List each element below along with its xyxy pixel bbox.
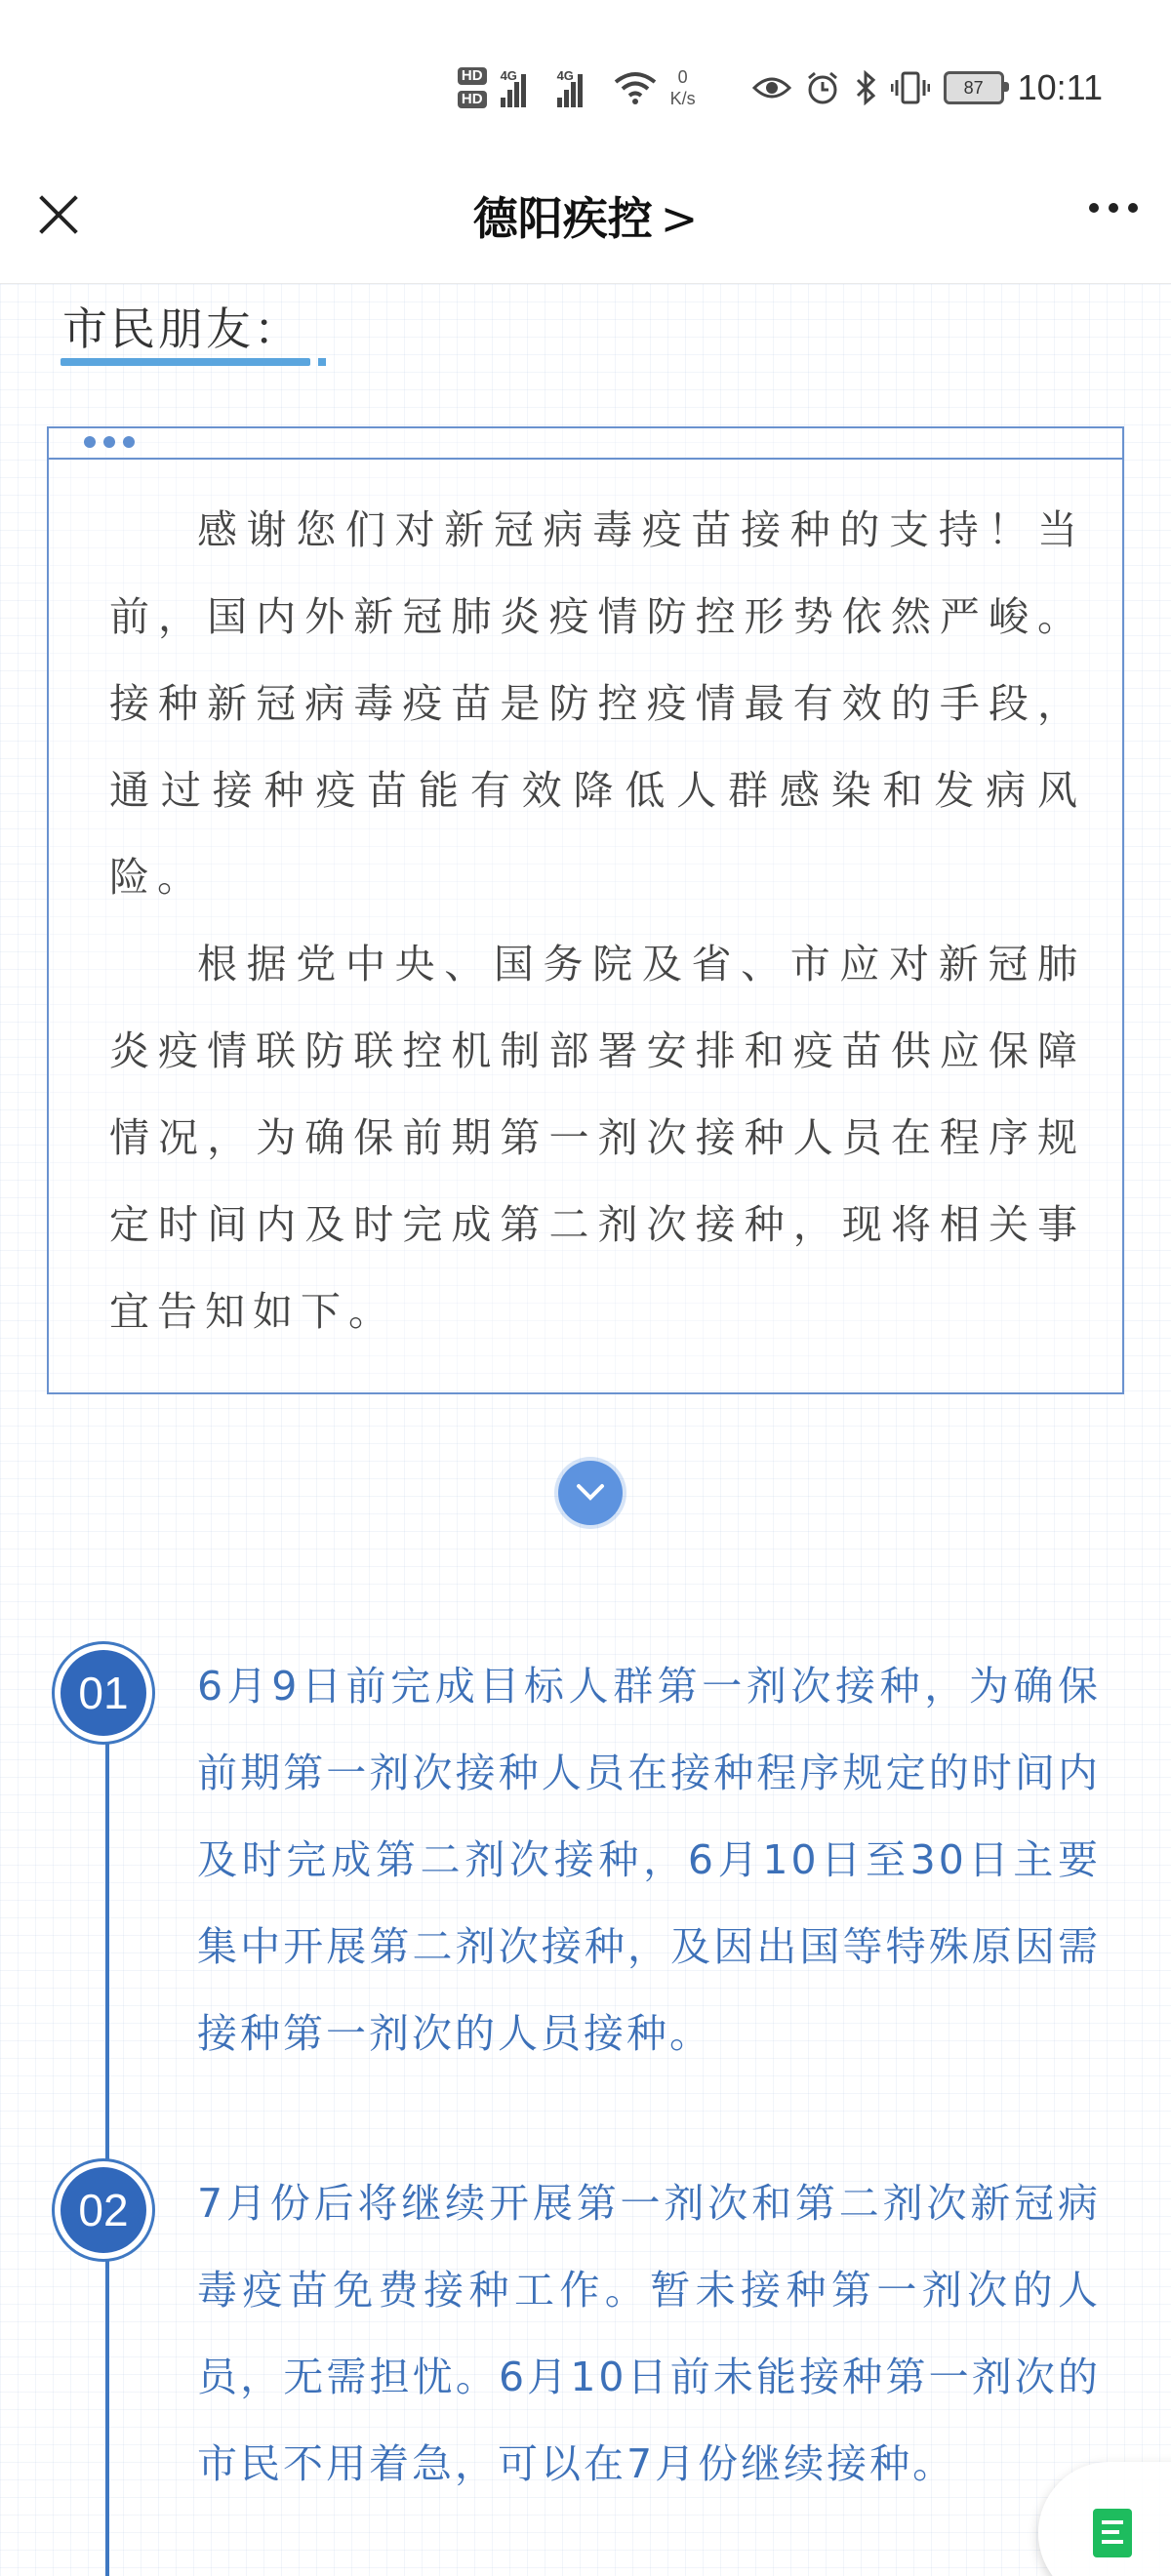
status-bar bbox=[0, 0, 1171, 166]
wifi-icon bbox=[614, 70, 657, 105]
hd2-badge: HD bbox=[458, 91, 487, 108]
window-dots-icon bbox=[84, 436, 135, 448]
chevron-down-icon bbox=[575, 1480, 606, 1504]
article-content[interactable] bbox=[0, 284, 1171, 2576]
account-title-link[interactable] bbox=[0, 183, 1171, 248]
eye-icon bbox=[752, 73, 791, 102]
net-speed-unit: K/s bbox=[669, 89, 696, 108]
signal1-label: 4G bbox=[500, 68, 517, 83]
greeting-underline bbox=[61, 358, 310, 366]
account-name: 德阳疾控 bbox=[472, 192, 653, 245]
chevron-right-icon: > bbox=[660, 192, 699, 245]
hd1-badge: HD bbox=[458, 67, 487, 85]
item-number-badge: 02 bbox=[61, 2167, 146, 2253]
signal-icon bbox=[501, 68, 544, 107]
status-icons bbox=[458, 54, 1103, 122]
greeting-underline-dot bbox=[318, 358, 326, 366]
net-speed bbox=[670, 66, 696, 109]
intro-box-header bbox=[49, 428, 1122, 460]
battery-icon bbox=[944, 71, 1004, 104]
battery-level: 87 bbox=[963, 77, 984, 98]
intro-paragraph: 感谢您们对新冠病毒疫苗接种的支持！当前，国内外新冠肺炎疫情防控形势依然严峻。接种新冠病毒疫苗是防控疫情最有效的手段，通过接种疫苗能有效降低人群感染和发病风险。 bbox=[109, 506, 1085, 901]
bluetooth-icon bbox=[854, 70, 877, 105]
net-speed-value: 0 bbox=[677, 67, 688, 87]
alarm-icon bbox=[805, 70, 840, 105]
timeline-line bbox=[105, 1646, 109, 2576]
greeting-heading: 市民朋友： bbox=[62, 302, 302, 355]
intro-box bbox=[47, 426, 1124, 1394]
item-text: 7月份后将继续开展第一剂次和第二剂次新冠病毒疫苗免费接种工作。暂未接种第一剂次的人员，无需担忧。6月10日前未能接种第一剂次的市民不用着急，可以在7月份继续接种。 bbox=[197, 2180, 1101, 2487]
signal-icon bbox=[557, 68, 600, 107]
expand-button[interactable] bbox=[558, 1461, 623, 1525]
vibrate-icon bbox=[891, 70, 930, 105]
more-dots-icon[interactable] bbox=[1089, 203, 1138, 213]
top-nav-bar bbox=[0, 166, 1171, 284]
intro-text bbox=[109, 487, 1085, 1355]
document-icon bbox=[1093, 2509, 1132, 2557]
intro-paragraph: 根据党中央、国务院及省、市应对新冠肺炎疫情联防联控机制部署安排和疫苗供应保障情况，为确保前期第一剂次接种人员在程序规定时间内及时完成第二剂次接种，现将相关事宜告知如下。 bbox=[109, 941, 1085, 1335]
signal2-label: 4G bbox=[556, 68, 574, 83]
item-number-badge: 01 bbox=[61, 1650, 146, 1736]
item-text: 6月9日前完成目标人群第一剂次接种，为确保前期第一剂次接种人员在接种程序规定的时间内及时完成第二剂次接种，6月10日至30日主要集中开展第二剂次接种，及因出国等特殊原因需接种第一剂次的人员接种。 bbox=[197, 1663, 1101, 2057]
hd-indicators bbox=[458, 67, 487, 108]
clock: 10:11 bbox=[1017, 67, 1103, 107]
